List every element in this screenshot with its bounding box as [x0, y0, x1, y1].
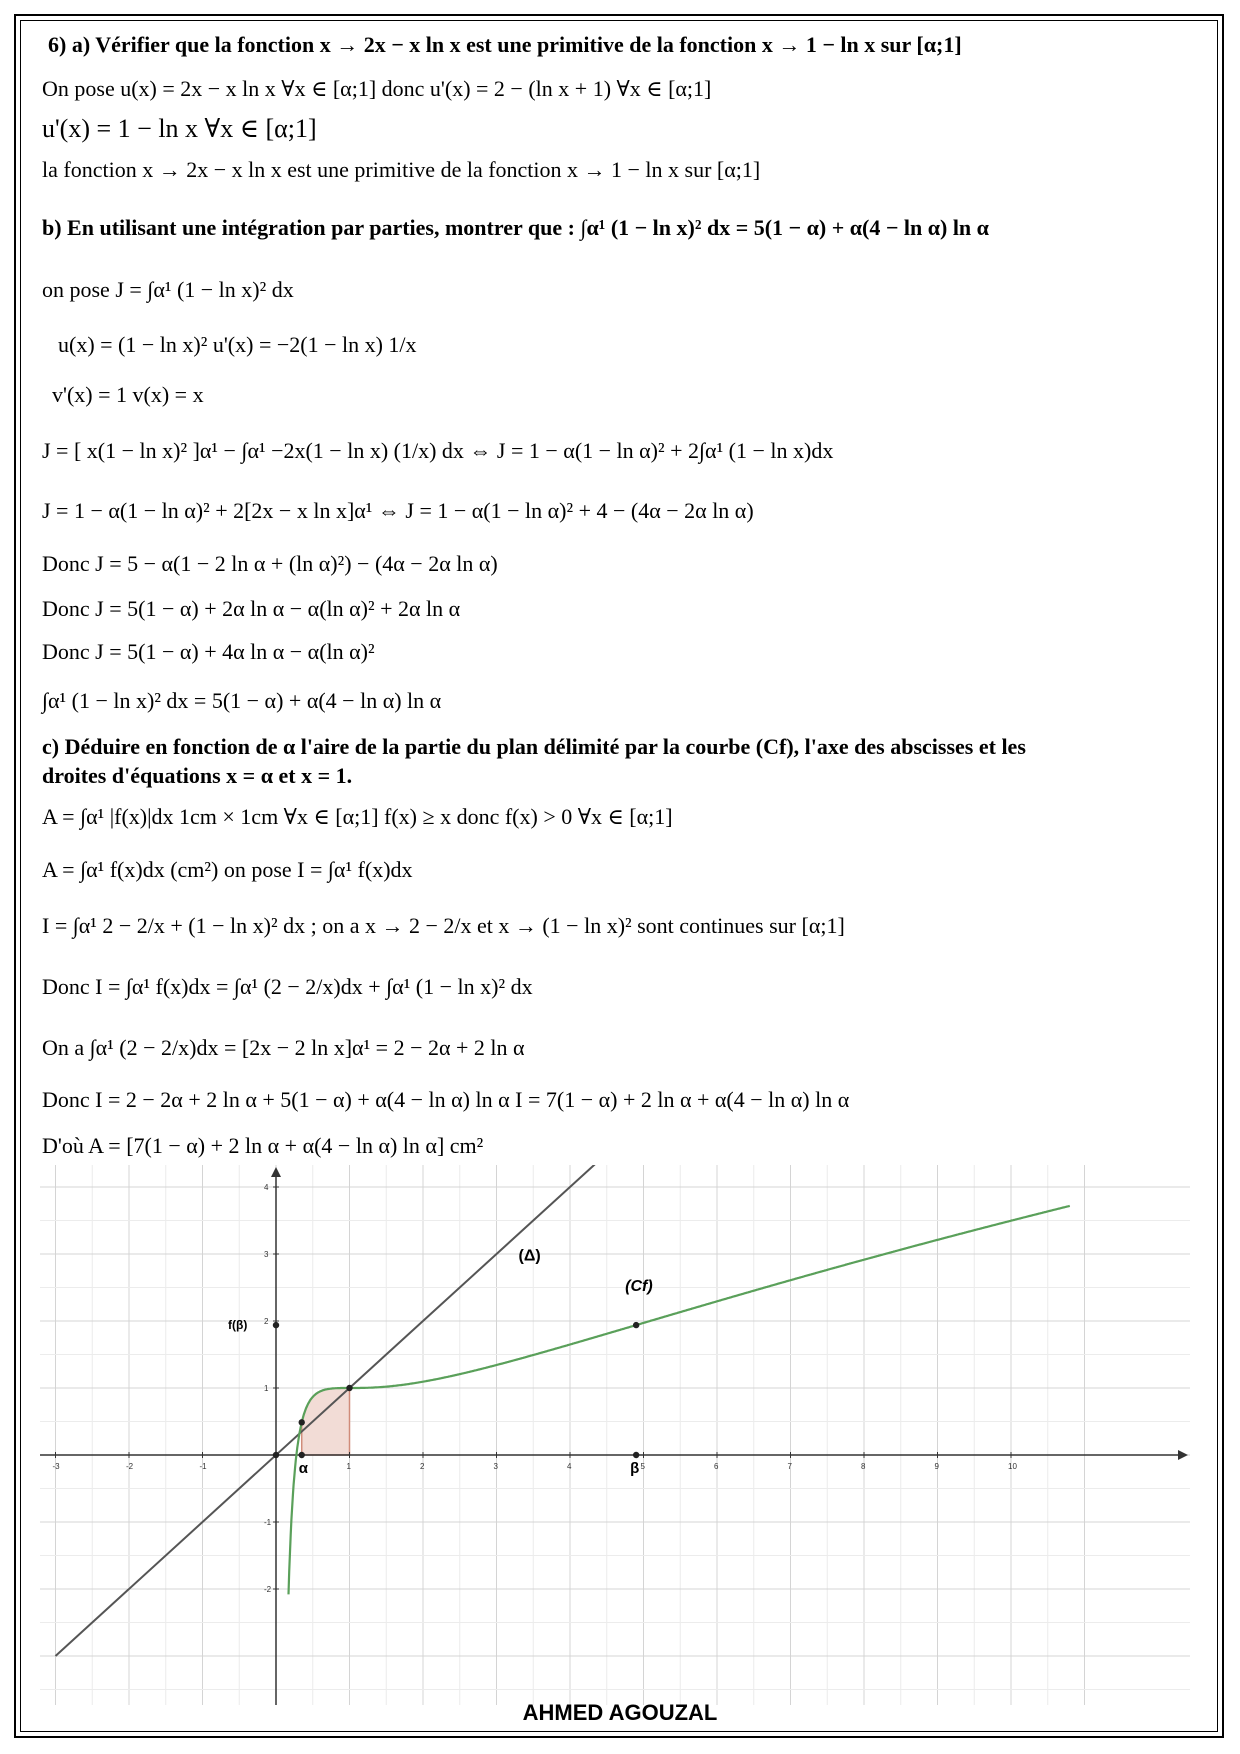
y-tick-label: 2	[264, 1317, 269, 1326]
point-origin	[273, 1452, 279, 1458]
point-curve-alpha	[299, 1419, 305, 1425]
question-6b: b) En utilisant une intégration par parties, montrer que : ∫α¹ (1 − ln x)² dx = 5(1 − α) + α(4 − ln α) ln α	[42, 215, 989, 240]
text-line: On a ∫α¹ (2 − 2/x)dx = [2x − 2 ln x]α¹ = 2 − 2α + 2 ln α	[42, 1035, 525, 1060]
x-tick-label: 9	[934, 1462, 939, 1471]
x-tick-label: 8	[861, 1462, 866, 1471]
text-line: la fonction x → 2x − x ln x est une primitive de la fonction x → 1 − ln x sur [α;1]	[42, 157, 761, 182]
graph-axes	[40, 1167, 1188, 1705]
label-delta: (Δ)	[518, 1247, 541, 1265]
x-tick-label: -2	[126, 1462, 134, 1471]
x-tick-label: 4	[567, 1462, 572, 1471]
curve-cf	[289, 1206, 1070, 1595]
text-line: v'(x) = 1 v(x) = x	[52, 382, 204, 407]
point-beta	[633, 1452, 639, 1458]
point-alpha	[299, 1452, 305, 1458]
y-tick-label: -1	[264, 1518, 272, 1527]
x-tick-label: -1	[199, 1462, 207, 1471]
text-line: Donc J = 5(1 − α) + 2α ln α − α(ln α)² + 2α ln α	[42, 596, 461, 621]
label-alpha: α	[298, 1460, 308, 1477]
x-tick-label: 6	[714, 1462, 719, 1471]
author-footer: AHMED AGOUZAL	[522, 1700, 718, 1725]
x-tick-label: 7	[787, 1462, 792, 1471]
question-6a: 6) a) Vérifier que la fonction x → 2x − x ln x est une primitive de la fonction x → 1 − ln x sur [α;1]	[48, 32, 962, 57]
function-graph	[40, 1165, 1190, 1705]
text-line: Donc J = 5(1 − α) + 4α ln α − α(ln α)²	[42, 639, 375, 664]
question-6c-cont: droites d'équations x = α et x = 1.	[42, 763, 353, 788]
question-6c: c) Déduire en fonction de α l'aire de la partie du plan délimité par la courbe (Cf), l'axe des abscisses et les	[42, 734, 1026, 759]
text-line: ∫α¹ (1 − ln x)² dx = 5(1 − α) + α(4 − ln α) ln α	[42, 688, 442, 713]
point-intersection	[346, 1385, 352, 1391]
label-beta: β	[630, 1460, 640, 1477]
text-line: Donc J = 5 − α(1 − 2 ln α + (ln α)²) − (4α − 2α ln α)	[42, 551, 498, 576]
x-axis-arrow	[1178, 1450, 1188, 1460]
text-line: J = [ x(1 − ln x)² ]α¹ − ∫α¹ −2x(1 − ln x) (1/x) dx ⇔ J = 1 − α(1 − ln α)² + 2∫α¹ (1 − ln x)dx	[42, 438, 834, 463]
y-tick-label: -2	[264, 1585, 272, 1594]
text-line: A = ∫α¹ f(x)dx (cm²) on pose I = ∫α¹ f(x)dx	[42, 857, 413, 882]
x-tick-label: 3	[493, 1462, 498, 1471]
text-line: u'(x) = 1 − ln x ∀x ∈ [α;1]	[42, 114, 317, 143]
text-line: A = ∫α¹ |f(x)|dx 1cm × 1cm ∀x ∈ [α;1] f(x) ≥ x donc f(x) > 0 ∀x ∈ [α;1]	[42, 804, 673, 829]
x-tick-label: 10	[1008, 1462, 1017, 1471]
y-tick-label: 1	[264, 1384, 269, 1393]
text-line: D'où A = [7(1 − α) + 2 ln α + α(4 − ln α) ln α] cm²	[42, 1133, 484, 1158]
y-tick-label: 3	[264, 1250, 269, 1259]
x-tick-label: 2	[420, 1462, 425, 1471]
text-line: On pose u(x) = 2x − x ln x ∀x ∈ [α;1] donc u'(x) = 2 − (ln x + 1) ∀x ∈ [α;1]	[42, 76, 712, 101]
shaded-area	[302, 1388, 350, 1455]
x-tick-label: 1	[346, 1462, 351, 1471]
x-tick-label: 5	[640, 1462, 645, 1471]
text-line: Donc I = 2 − 2α + 2 ln α + 5(1 − α) + α(4 − ln α) ln α I = 7(1 − α) + 2 ln α + α(4 − ln α) ln α	[42, 1087, 850, 1112]
y-axis-arrow	[271, 1167, 281, 1177]
point-f-beta	[633, 1322, 639, 1328]
graph-grid	[40, 1165, 1190, 1705]
point-f-beta-axis	[273, 1322, 279, 1328]
y-tick-label: 4	[264, 1183, 269, 1192]
text-line: on pose J = ∫α¹ (1 − ln x)² dx	[42, 277, 294, 302]
text-line: Donc I = ∫α¹ f(x)dx = ∫α¹ (2 − 2/x)dx + ∫α¹ (1 − ln x)² dx	[42, 974, 533, 999]
x-tick-label: -3	[52, 1462, 60, 1471]
label-cf: (Cf)	[625, 1277, 653, 1295]
text-line: u(x) = (1 − ln x)² u'(x) = −2(1 − ln x) 1/x	[58, 332, 417, 357]
label-f-beta: f(β)	[228, 1318, 248, 1333]
text-line: I = ∫α¹ 2 − 2/x + (1 − ln x)² dx ; on a x → 2 − 2/x et x → (1 − ln x)² sont continues sur [α;1]	[42, 913, 845, 938]
text-line: J = 1 − α(1 − ln α)² + 2[2x − x ln x]α¹ ⇔ J = 1 − α(1 − ln α)² + 4 − (4α − 2α ln α)	[42, 498, 754, 523]
